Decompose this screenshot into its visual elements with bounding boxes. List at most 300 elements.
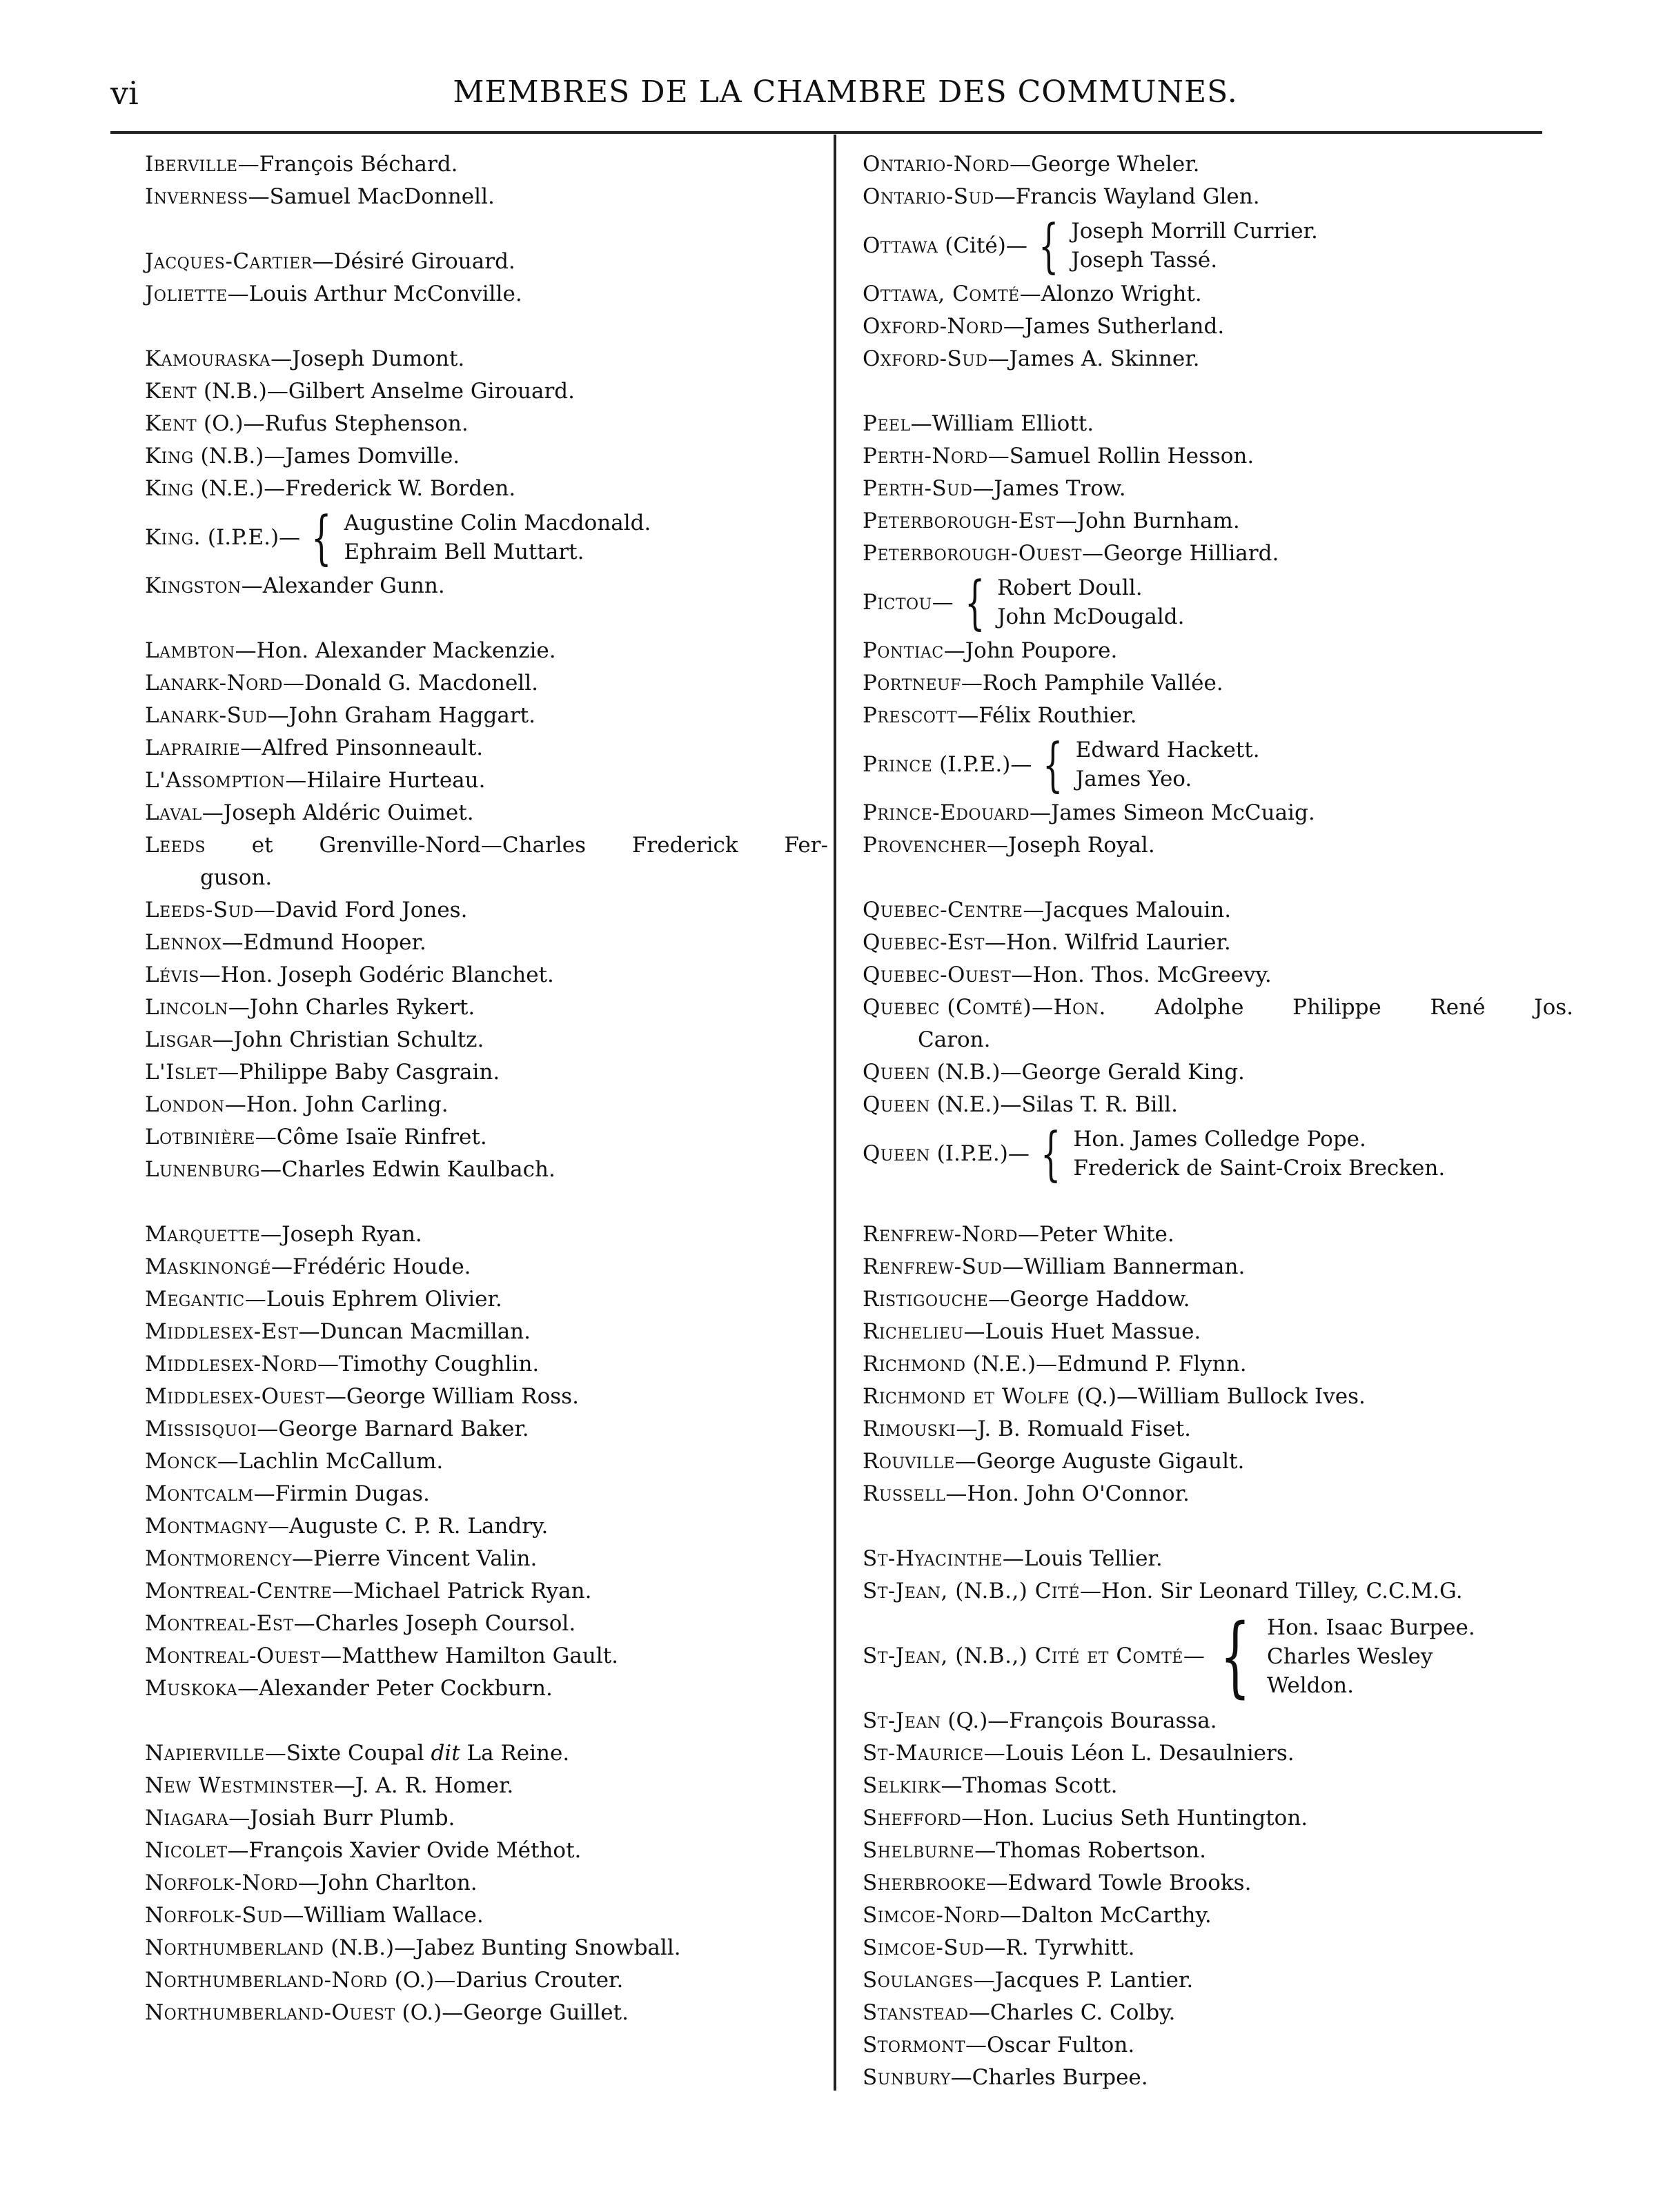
page-number: vi xyxy=(110,75,139,112)
member-entry xyxy=(145,1348,828,1381)
entry-word: Adolphe xyxy=(1154,995,1244,1020)
member-name: Hon. Isaac Burpee. xyxy=(1267,1614,1475,1640)
member-name: —Hon. Joseph Godéric Blanchet. xyxy=(199,962,554,987)
riding-name: Portneuf xyxy=(863,671,961,695)
member-entry xyxy=(145,1867,828,1899)
riding-name: Northumberland-Nord xyxy=(145,1968,388,1993)
riding-name: Pontiac xyxy=(863,638,944,663)
member-entry xyxy=(145,1218,828,1251)
member-entry xyxy=(863,667,1573,700)
member-name: Robert Doull. xyxy=(997,575,1143,600)
member-entry xyxy=(863,1413,1573,1445)
member-entry xyxy=(145,278,828,310)
riding-name: Jacques-Cartier xyxy=(145,249,313,274)
member-entry xyxy=(145,1608,828,1640)
header-rule xyxy=(110,131,1542,134)
riding-name: Oxford-Sud xyxy=(863,346,988,371)
member-entry xyxy=(145,1089,828,1121)
riding-qualifier: (N.B.) xyxy=(197,379,267,404)
entry-word: et xyxy=(251,833,273,858)
riding-name: Sherbrooke xyxy=(863,1870,987,1895)
member-name: —Charles Burpee. xyxy=(950,2065,1148,2090)
member-name: —John Poupore. xyxy=(943,638,1118,663)
member-name: —Alfred Pinsonneault. xyxy=(240,735,484,760)
riding-name: Perth-Sud xyxy=(863,476,973,501)
riding-label xyxy=(863,230,1027,262)
member-name: —George Haddow. xyxy=(988,1287,1190,1312)
riding-name: St-Jean, (N.B.,) Cité xyxy=(863,1579,1080,1603)
member-name: —George Wheler. xyxy=(1010,152,1200,177)
entry-word: Fer- xyxy=(784,833,828,858)
member-entry xyxy=(863,1867,1573,1899)
member-names xyxy=(1076,735,1260,793)
riding-name: London xyxy=(145,1092,225,1117)
riding-name: St-Jean xyxy=(863,1708,941,1733)
riding-name: Montreal-Centre xyxy=(145,1579,333,1603)
riding-name: Kingston xyxy=(145,573,242,598)
member-name: —James A. Skinner. xyxy=(987,346,1200,371)
member-entry xyxy=(863,1737,1573,1770)
brace-glyph: { xyxy=(1043,731,1063,798)
member-entry xyxy=(145,991,828,1024)
member-name: —Joseph Dumont. xyxy=(270,346,465,371)
member-name: —Francis Wayland Glen. xyxy=(994,184,1260,209)
member-entry xyxy=(863,1997,1573,2029)
riding-name: Simcoe-Sud xyxy=(863,1935,985,1960)
riding-name: Ontario-Nord xyxy=(863,152,1010,177)
member-entry xyxy=(145,1510,828,1543)
riding-name: Quebec-Est xyxy=(863,930,985,955)
member-names xyxy=(1071,217,1318,275)
member-name: —R. Tyrwhitt. xyxy=(984,1935,1135,1960)
member-entry xyxy=(863,1121,1573,1186)
riding-name: Inverness xyxy=(145,184,248,209)
member-name: —Thomas Scott. xyxy=(941,1773,1118,1798)
member-entry xyxy=(863,213,1573,278)
member-name: —Lachlin McCallum. xyxy=(217,1449,444,1474)
member-name: —William Bullock Ives. xyxy=(1116,1384,1366,1409)
right-column xyxy=(863,148,1573,2094)
brace-glyph: { xyxy=(311,504,332,571)
member-name: Joseph Morrill Currier. xyxy=(1071,219,1318,244)
member-entry xyxy=(145,1316,828,1348)
member-entry xyxy=(145,1478,828,1510)
member-entry xyxy=(863,181,1573,213)
member-name: —Edmund P. Flynn. xyxy=(1036,1352,1247,1376)
member-entry xyxy=(145,1024,828,1056)
member-name: —Josiah Burr Plumb. xyxy=(228,1806,455,1830)
member-entry xyxy=(145,1932,828,1964)
member-name: —Louis Tellier. xyxy=(1002,1546,1163,1571)
section-spacer xyxy=(145,213,828,246)
member-name: —Gilbert Anselme Girouard. xyxy=(266,379,575,404)
member-entry xyxy=(863,408,1573,440)
member-name: —James Sutherland. xyxy=(1003,314,1225,339)
riding-name: St-Maurice xyxy=(863,1741,984,1766)
member-name: —Frédéric Houde. xyxy=(271,1254,471,1279)
member-name: —Jabez Bunting Snowball. xyxy=(394,1935,681,1960)
riding-label xyxy=(863,1138,1030,1170)
riding-name: Soulanges xyxy=(863,1968,974,1993)
member-name: —Pierre Vincent Valin. xyxy=(292,1546,538,1571)
riding-name: Lotbinière xyxy=(145,1125,255,1149)
entry-word: René xyxy=(1430,995,1486,1020)
member-name: Weldon. xyxy=(1267,1672,1354,1698)
member-entry xyxy=(863,1770,1573,1802)
section-spacer xyxy=(863,862,1573,894)
riding-label xyxy=(863,749,1032,781)
member-entry xyxy=(145,375,828,408)
left-column xyxy=(145,148,828,2029)
member-name: —George Gerald King. xyxy=(1000,1060,1245,1085)
riding-qualifier: (Q.) xyxy=(941,1708,988,1733)
member-name: —Hilaire Hurteau. xyxy=(285,768,486,793)
member-name: Edward Hackett. xyxy=(1075,738,1260,762)
member-name: —Samuel MacDonnell. xyxy=(248,184,495,209)
member-entry xyxy=(145,505,828,570)
member-name: —Edmund Hooper. xyxy=(222,930,426,955)
member-entry xyxy=(863,505,1573,537)
member-entry xyxy=(863,440,1573,473)
member-name: —William Wallace. xyxy=(282,1903,484,1928)
member-entry xyxy=(863,1251,1573,1283)
riding-name: Queen xyxy=(863,1140,930,1166)
member-entry xyxy=(863,1218,1573,1251)
member-entry xyxy=(863,343,1573,375)
member-entry xyxy=(863,635,1573,667)
riding-name: Monck xyxy=(145,1449,217,1474)
member-name: —William Bannerman. xyxy=(1002,1254,1246,1279)
member-name: —Félix Routhier. xyxy=(957,703,1137,728)
member-entry xyxy=(145,894,828,927)
member-name: —Darius Crouter. xyxy=(434,1968,624,1993)
entry-line xyxy=(145,829,828,862)
member-name: —Roch Pamphile Vallée. xyxy=(961,671,1223,695)
riding-qualifier: — xyxy=(1183,1643,1205,1668)
member-entry xyxy=(863,2029,1573,2062)
riding-name: Rouville xyxy=(863,1449,955,1474)
member-name: —Edward Towle Brooks. xyxy=(986,1870,1252,1895)
member-name: —Oscar Fulton. xyxy=(965,2033,1135,2057)
riding-name: Norfolk-Sud xyxy=(145,1903,283,1928)
member-entry xyxy=(145,1802,828,1835)
member-name: —George William Ross. xyxy=(324,1384,579,1409)
member-entry xyxy=(863,1705,1573,1737)
member-name: —Alexander Peter Cockburn. xyxy=(237,1676,553,1701)
riding-name: Lincoln xyxy=(145,995,228,1020)
riding-qualifier: (N.E.) xyxy=(929,1092,1001,1117)
riding-label xyxy=(863,1640,1205,1672)
member-names xyxy=(997,573,1184,631)
member-name: —Alexander Gunn. xyxy=(241,573,445,598)
member-entry xyxy=(145,1543,828,1575)
member-name: —John Burnham. xyxy=(1055,508,1240,533)
member-name: —George Auguste Gigault. xyxy=(954,1449,1245,1474)
member-entry xyxy=(145,829,828,894)
member-name: —John Christian Schultz. xyxy=(212,1027,484,1052)
riding-name: Russell xyxy=(863,1481,946,1506)
entry-continuation: guson. xyxy=(200,865,273,890)
riding-name: Shelburne xyxy=(863,1838,975,1863)
member-entry xyxy=(863,2062,1573,2094)
member-name: —Charles C. Colby. xyxy=(968,2000,1176,2025)
riding-name: Sunbury xyxy=(863,2065,951,2090)
brace-glyph: { xyxy=(964,569,985,636)
member-name: Joseph Tassé. xyxy=(1071,248,1218,273)
riding-name: Lisgar xyxy=(145,1027,213,1052)
page-header xyxy=(110,69,1580,117)
member-name: —Auguste C. P. R. Landry. xyxy=(267,1514,549,1539)
member-entry xyxy=(863,570,1573,635)
member-entry xyxy=(145,927,828,959)
member-entry xyxy=(863,473,1573,505)
member-name: —Duncan Macmillan. xyxy=(298,1319,531,1344)
riding-name: Norfolk-Nord xyxy=(145,1870,298,1895)
member-name: —David Ford Jones. xyxy=(253,898,468,922)
member-name: —Louis Ephrem Olivier. xyxy=(244,1287,502,1312)
riding-name: Quebec-Ouest xyxy=(863,962,1012,987)
riding-qualifier: (N.E.) xyxy=(965,1352,1036,1376)
member-entry xyxy=(145,1056,828,1089)
member-entry xyxy=(145,1672,828,1705)
member-entry xyxy=(145,1381,828,1413)
section-spacer xyxy=(145,310,828,343)
riding-qualifier: (O.) xyxy=(197,411,244,436)
riding-qualifier: (O.) xyxy=(395,2000,442,2025)
riding-qualifier: (O.) xyxy=(387,1968,435,1993)
riding-name: King. xyxy=(145,524,201,550)
riding-name: Middlesex-Est xyxy=(145,1319,299,1344)
member-name: —Hon. Lucius Seth Huntington. xyxy=(961,1806,1308,1830)
member-entry xyxy=(145,700,828,732)
riding-label xyxy=(145,522,300,554)
entry-word: Philippe xyxy=(1292,995,1381,1020)
riding-name: L'Islet xyxy=(145,1060,218,1085)
riding-name: L'Assomption xyxy=(145,768,286,793)
entry-word: Quebec (Comté)—Hon. xyxy=(863,995,1106,1020)
member-name: —François Béchard. xyxy=(237,152,458,177)
member-name: —Jacques P. Lantier. xyxy=(973,1968,1194,1993)
member-name: —Dalton McCarthy. xyxy=(999,1903,1212,1928)
member-name: —Louis Léon L. Desaulniers. xyxy=(983,1741,1295,1766)
riding-name: Marquette xyxy=(145,1222,261,1247)
member-entry xyxy=(863,1964,1573,1997)
riding-name: Ottawa xyxy=(863,233,938,258)
member-entry xyxy=(145,246,828,278)
riding-name: Megantic xyxy=(145,1287,245,1312)
riding-name: Prince xyxy=(863,751,933,777)
member-name: —Côme Isaïe Rinfret. xyxy=(255,1125,487,1149)
member-entry xyxy=(145,1964,828,1997)
member-name: —Thomas Robertson. xyxy=(974,1838,1206,1863)
riding-name: New Westminster xyxy=(145,1773,334,1798)
member-name: La Reine. xyxy=(460,1741,570,1766)
riding-name: Northumberland-Ouest xyxy=(145,2000,395,2025)
riding-name: Montmorency xyxy=(145,1546,292,1571)
riding-name: Missisquoi xyxy=(145,1416,257,1441)
section-spacer xyxy=(863,1186,1573,1218)
riding-name: Quebec-Centre xyxy=(863,898,1023,922)
section-spacer xyxy=(145,1186,828,1218)
riding-name: Lennox xyxy=(145,930,222,955)
member-entry xyxy=(863,1605,1573,1707)
member-name: —William Elliott. xyxy=(910,411,1094,436)
member-name: —Hon. Wilfrid Laurier. xyxy=(984,930,1231,955)
member-name: —Frederick W. Borden. xyxy=(264,476,516,501)
member-name: —Samuel Rollin Hesson. xyxy=(987,444,1254,468)
riding-name: Iberville xyxy=(145,152,238,177)
brace-glyph: { xyxy=(1040,1120,1061,1187)
member-name: —J. A. R. Homer. xyxy=(333,1773,514,1798)
member-entry xyxy=(145,1835,828,1867)
riding-name: Prince-Edouard xyxy=(863,800,1030,825)
riding-qualifier: (I.P.E.)— xyxy=(932,751,1032,777)
member-entry xyxy=(145,408,828,440)
member-entry xyxy=(145,1640,828,1672)
brace-glyph: { xyxy=(1038,212,1059,279)
member-entry xyxy=(145,959,828,991)
member-name: —François Xavier Ovide Méthot. xyxy=(227,1838,582,1863)
member-name: —Jacques Malouin. xyxy=(1023,898,1232,922)
brace-glyph: { xyxy=(1219,1605,1250,1707)
member-entry xyxy=(145,1997,828,2029)
riding-name: Richmond et Wolfe xyxy=(863,1384,1070,1409)
riding-name: Laval xyxy=(145,800,202,825)
member-entry xyxy=(145,343,828,375)
member-entry xyxy=(863,991,1573,1056)
member-entry xyxy=(863,829,1573,862)
riding-name: Laprairie xyxy=(145,735,241,760)
member-name: —Philippe Baby Casgrain. xyxy=(217,1060,500,1085)
column-divider xyxy=(834,135,836,2091)
riding-name: Leeds-Sud xyxy=(145,898,254,922)
riding-name: Montreal-Est xyxy=(145,1611,294,1636)
member-entry xyxy=(863,1835,1573,1867)
member-name: —Donald G. Macdonell. xyxy=(282,671,538,695)
riding-name: Renfrew-Nord xyxy=(863,1222,1018,1247)
riding-qualifier: (Cité)— xyxy=(938,233,1027,258)
member-name: —John Charlton. xyxy=(297,1870,478,1895)
riding-qualifier: (N.B.) xyxy=(193,444,264,468)
member-entry xyxy=(145,148,828,181)
riding-name: Peel xyxy=(863,411,911,436)
member-entry xyxy=(145,1251,828,1283)
member-name: Charles Wesley xyxy=(1267,1643,1433,1669)
member-entry xyxy=(145,1445,828,1478)
riding-name: Lanark-Nord xyxy=(145,671,283,695)
member-entry xyxy=(145,1899,828,1932)
member-entry xyxy=(145,1770,828,1802)
member-name: —Désiré Girouard. xyxy=(312,249,515,274)
member-name: —Rufus Stephenson. xyxy=(243,411,469,436)
member-name: —John Charles Rykert. xyxy=(228,995,475,1020)
member-entry xyxy=(863,1316,1573,1348)
riding-name: Kent xyxy=(145,411,197,436)
member-name: —Hon. Alexander Mackenzie. xyxy=(235,638,556,663)
member-entry xyxy=(863,310,1573,343)
entry-word: Grenville-Nord—Charles xyxy=(319,833,587,858)
member-entry xyxy=(145,1154,828,1186)
member-name: —Matthew Hamilton Gault. xyxy=(320,1643,619,1668)
section-spacer xyxy=(145,1705,828,1737)
member-entry xyxy=(145,1121,828,1154)
section-spacer xyxy=(863,375,1573,408)
riding-name: Montreal-Ouest xyxy=(145,1643,321,1668)
riding-name: Queen xyxy=(863,1092,930,1117)
riding-qualifier: (I.P.E.)— xyxy=(929,1140,1030,1166)
member-name: —Peter White. xyxy=(1018,1222,1174,1247)
member-name: —Hon. Sir Leonard Tilley, C.C.M.G. xyxy=(1079,1579,1463,1603)
member-name: —James Simeon McCuaig. xyxy=(1030,800,1315,825)
member-entry xyxy=(145,1413,828,1445)
riding-name: Northumberland xyxy=(145,1935,324,1960)
riding-name: Lambton xyxy=(145,638,235,663)
member-entry xyxy=(145,570,828,602)
member-entry xyxy=(863,1932,1573,1964)
member-name: —Alonzo Wright. xyxy=(1019,282,1202,306)
member-name-italic: dit xyxy=(431,1741,460,1766)
riding-name: Napierville xyxy=(145,1741,265,1766)
member-entry xyxy=(863,1348,1573,1381)
member-name: —Hon. John Carling. xyxy=(224,1092,449,1117)
member-entry xyxy=(145,1737,828,1770)
riding-name: Perth-Nord xyxy=(863,444,988,468)
entry-word: Leeds xyxy=(145,833,206,858)
member-name: Hon. James Colledge Pope. xyxy=(1073,1127,1366,1152)
member-name: —Joseph Aldéric Ouimet. xyxy=(201,800,474,825)
riding-name: Lanark-Sud xyxy=(145,703,268,728)
riding-name: Simcoe-Nord xyxy=(863,1903,1000,1928)
member-entry xyxy=(863,1899,1573,1932)
member-entry xyxy=(863,797,1573,829)
member-entry xyxy=(145,635,828,667)
riding-name: Rimouski xyxy=(863,1416,956,1441)
member-entry xyxy=(863,1575,1573,1608)
member-names xyxy=(344,508,651,566)
member-entry xyxy=(863,1283,1573,1316)
riding-name: Middlesex-Ouest xyxy=(145,1384,325,1409)
member-name: —Louis Huet Massue. xyxy=(963,1319,1201,1344)
member-name: —Charles Joseph Coursol. xyxy=(293,1611,576,1636)
member-name: —Charles Edwin Kaulbach. xyxy=(260,1157,555,1182)
member-entry xyxy=(863,1445,1573,1478)
riding-name: Queen xyxy=(863,1060,930,1085)
page-title: MEMBRES DE LA CHAMBRE DES COMMUNES. xyxy=(453,75,1238,110)
member-name: —James Domville. xyxy=(264,444,460,468)
member-name: —Firmin Dugas. xyxy=(253,1481,430,1506)
riding-label xyxy=(863,586,954,619)
riding-name: Richmond xyxy=(863,1352,966,1376)
riding-name: Niagara xyxy=(145,1806,229,1830)
riding-qualifier: (N.B.) xyxy=(324,1935,395,1960)
riding-name: Ristigouche xyxy=(863,1287,989,1312)
member-entry xyxy=(145,1283,828,1316)
riding-name: Ontario-Sud xyxy=(863,184,994,209)
member-name: —J. B. Romuald Fiset. xyxy=(956,1416,1192,1441)
member-name: —George Hilliard. xyxy=(1081,541,1279,566)
riding-name: Joliette xyxy=(145,282,228,306)
member-name: Ephraim Bell Muttart. xyxy=(344,540,584,564)
riding-name: Montcalm xyxy=(145,1481,254,1506)
riding-name: Muskoka xyxy=(145,1676,238,1701)
member-name: —Louis Arthur McConville. xyxy=(227,282,522,306)
member-name: —Hon. John O'Connor. xyxy=(945,1481,1190,1506)
riding-name: Prescott xyxy=(863,703,958,728)
member-name: —John Graham Haggart. xyxy=(267,703,535,728)
riding-name: Richelieu xyxy=(863,1319,964,1344)
riding-name: Provencher xyxy=(863,833,987,858)
member-entry xyxy=(145,667,828,700)
